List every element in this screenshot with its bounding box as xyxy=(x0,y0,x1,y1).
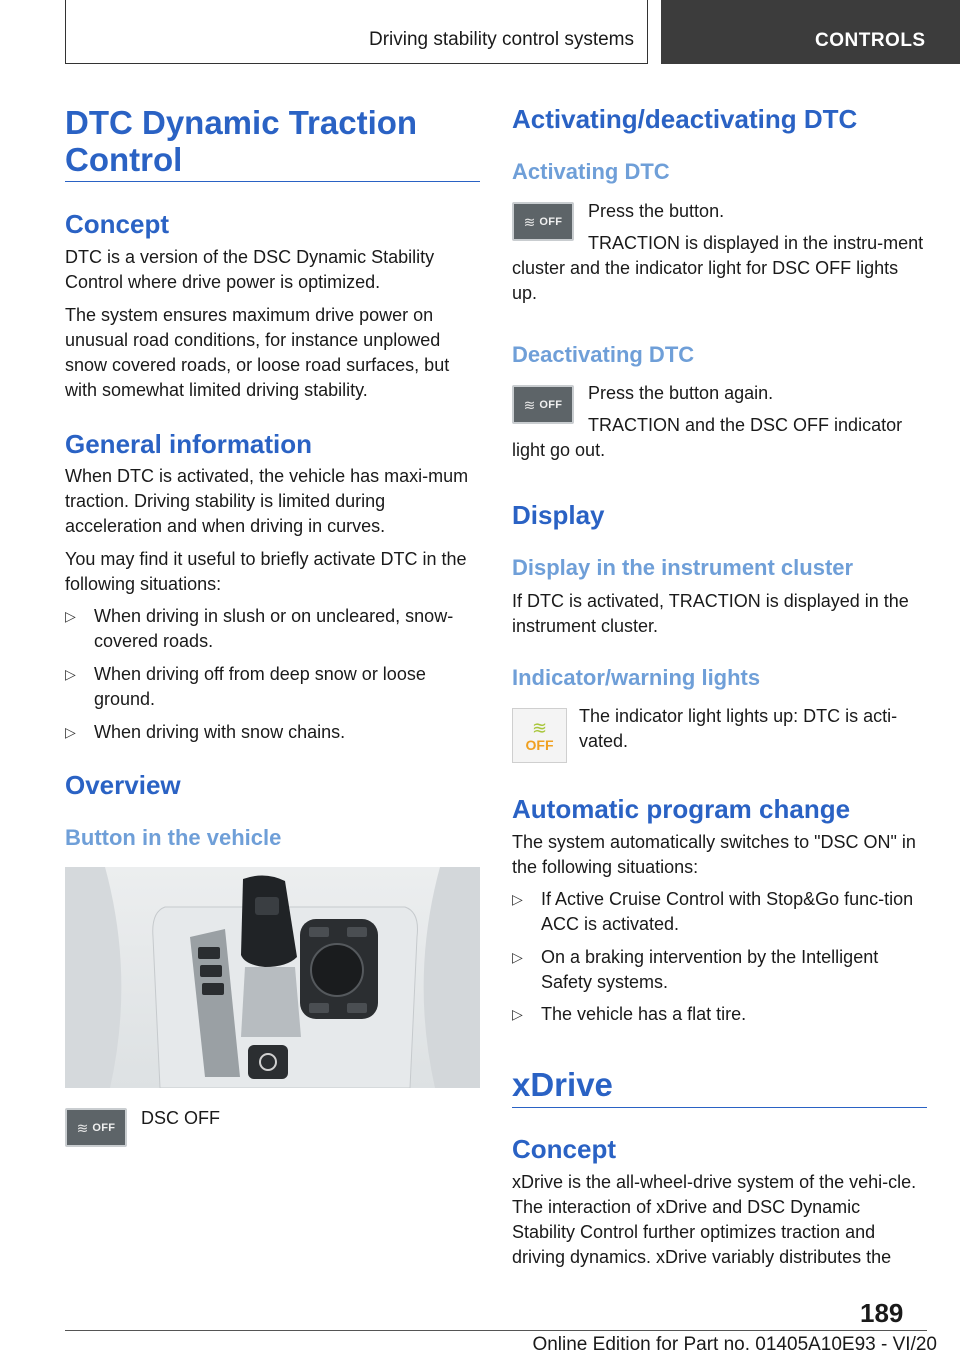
page-title xyxy=(65,104,480,178)
list-item xyxy=(512,945,927,995)
display-cluster-heading: Display in the instrument cluster xyxy=(512,555,854,580)
general-info-paragraph-1: When DTC is activated, the vehicle has maxi-mum traction. Driving stability is limited during acceleration and when driving in curves. xyxy=(65,466,469,536)
footer-edition-text: Online Edition for Part no. 01405A10E93 - VI/20 xyxy=(532,1334,937,1355)
deactivating-step-1: Press the button again. xyxy=(588,383,774,403)
footer-divider xyxy=(65,1330,927,1331)
list-marker-icon: ▷ xyxy=(512,891,523,907)
general-info-heading: General information xyxy=(65,429,313,459)
car-skid-icon: ≋ xyxy=(531,717,548,738)
list-item-text: The vehicle has a flat tire. xyxy=(541,1004,747,1024)
automatic-program-change-heading: Automatic program change xyxy=(512,794,851,824)
list-item-text: When driving with snow chains. xyxy=(94,722,346,742)
car-skid-icon: ≋ xyxy=(523,396,536,413)
deactivating-step-2: TRACTION and the DSC OFF indicator light go out. xyxy=(512,415,903,460)
list-item xyxy=(512,1002,927,1027)
list-marker-icon: ▷ xyxy=(65,724,76,740)
xdrive-concept-heading: Concept xyxy=(512,1134,616,1164)
list-marker-icon: ▷ xyxy=(65,666,76,682)
list-item xyxy=(512,887,927,937)
car-skid-icon: ≋ xyxy=(523,213,536,230)
list-item-text: When driving in slush or on uncleared, snow-covered roads. xyxy=(94,606,454,651)
display-cluster-paragraph: If DTC is activated, TRACTION is displayed in the instrument cluster. xyxy=(512,591,909,636)
section-title-text: Driving stability control systems xyxy=(368,29,634,50)
xdrive-concept-paragraph: xDrive is the all-wheel-drive system of the vehi-cle. The interaction of xDrive and DSC Dynamic Stability Control further optimizes traction and driving dynamics. xDrive variably distributes the xyxy=(512,1172,917,1267)
off-label: OFF xyxy=(539,215,563,228)
indicator-paragraph: The indicator light lights up: DTC is acti-vated. xyxy=(579,706,898,751)
header-section-title xyxy=(65,0,648,64)
general-info-paragraph-2: You may find it useful to briefly activate DTC in the following situations: xyxy=(65,549,467,594)
activating-dtc-heading: Activating DTC xyxy=(512,159,670,184)
list-marker-icon: ▷ xyxy=(512,949,523,965)
dsc-off-caption: DSC OFF xyxy=(141,1108,220,1128)
automatic-program-paragraph: The system automatically switches to "DSC ON" in the following situations: xyxy=(512,832,916,877)
xdrive-title: xDrive xyxy=(512,1066,613,1103)
display-heading: Display xyxy=(512,500,605,530)
list-item-text: When driving off from deep snow or loose ground. xyxy=(94,664,426,709)
off-label: OFF xyxy=(539,398,563,411)
center-console-illustration xyxy=(65,867,480,1088)
list-item xyxy=(65,720,480,745)
chapter-title-text: CONTROLS xyxy=(815,30,926,51)
concept-paragraph-2: The system ensures maximum drive power on unusual road conditions, for instance unplowed snow covered roads, or loose road surfaces, but with somewhat limited driving stability. xyxy=(65,305,450,400)
list-item-text: On a braking intervention by the Intelligent Safety systems. xyxy=(541,947,879,992)
list-marker-icon: ▷ xyxy=(65,608,76,624)
overview-heading: Overview xyxy=(65,770,181,800)
activating-step-1: Press the button. xyxy=(588,201,725,221)
header-chapter-tab xyxy=(661,0,960,64)
dsc-off-button-icon xyxy=(65,1108,127,1147)
activating-step-2: TRACTION is displayed in the instru-ment cluster and the indicator light for DSC OFF lights up. xyxy=(512,233,924,303)
xdrive-divider xyxy=(512,1107,927,1108)
button-in-vehicle-heading: Button in the vehicle xyxy=(65,825,282,850)
list-item-text: If Active Cruise Control with Stop&Go func-tion ACC is activated. xyxy=(541,889,914,934)
dtc-indicator-light-icon xyxy=(512,708,567,763)
list-item xyxy=(65,604,480,654)
title-divider xyxy=(65,181,480,182)
indicator-off-label: OFF xyxy=(525,736,554,753)
concept-paragraph-1: DTC is a version of the DSC Dynamic Stability Control where drive power is optimized. xyxy=(65,247,435,292)
car-skid-icon: ≋ xyxy=(76,1119,89,1136)
concept-heading: Concept xyxy=(65,209,169,239)
deactivating-dtc-heading: Deactivating DTC xyxy=(512,342,695,367)
off-label: OFF xyxy=(92,1121,116,1134)
list-marker-icon: ▷ xyxy=(512,1006,523,1022)
page-number: 189 xyxy=(860,1298,904,1328)
title-line-2: Control xyxy=(65,141,183,178)
center-console-photo xyxy=(65,867,480,1088)
title-line-1: DTC Dynamic Traction xyxy=(65,104,418,141)
activating-deactivating-heading: Activating/deactivating DTC xyxy=(512,104,858,134)
indicator-lights-heading: Indicator/warning lights xyxy=(512,665,761,690)
list-item xyxy=(65,662,480,712)
